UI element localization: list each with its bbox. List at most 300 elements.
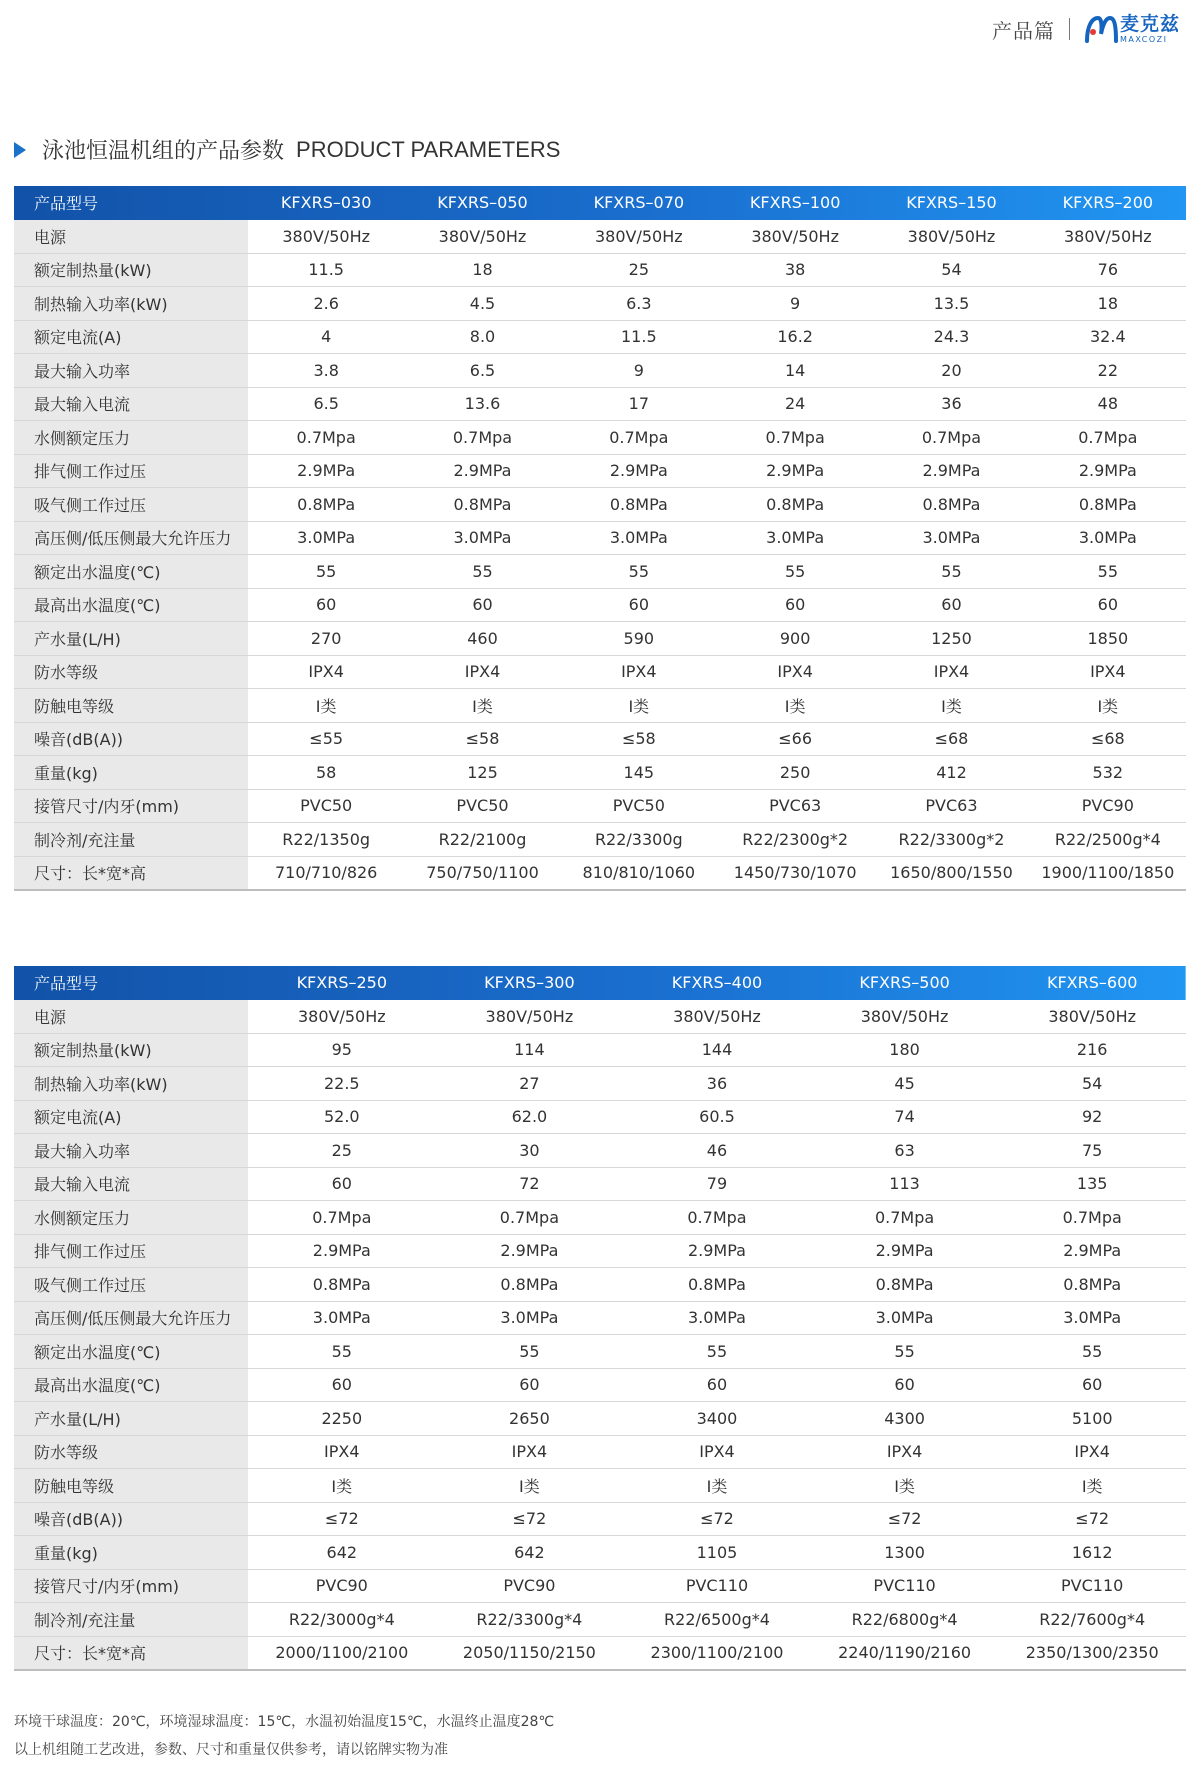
parameter-value: R22/6800g*4: [811, 1603, 999, 1637]
parameter-value: I类: [404, 689, 560, 723]
table-row: [14, 1603, 1186, 1637]
table-row: [14, 789, 1186, 823]
table-row: [14, 588, 1186, 622]
table-row: [14, 1536, 1186, 1570]
parameter-value: 460: [404, 622, 560, 656]
parameter-label: 高压侧/低压侧最大允许压力: [14, 521, 248, 555]
parameter-value: 2.9MPa: [404, 454, 560, 488]
parameter-value: 25: [248, 1134, 436, 1168]
parameter-value: ≤68: [873, 722, 1029, 756]
parameter-value: 27: [436, 1067, 624, 1101]
model-header: KFXRS–300: [484, 973, 575, 993]
parameter-value: 0.7Mpa: [873, 421, 1029, 455]
table-row: [14, 689, 1186, 723]
parameter-value: PVC63: [873, 789, 1029, 823]
parameter-value: 58: [248, 756, 404, 790]
parameter-value: 0.8MPa: [1030, 488, 1186, 522]
parameter-label: 产水量(L/H): [14, 1402, 248, 1436]
parameter-value: 3.0MPa: [873, 521, 1029, 555]
parameter-value: 74: [811, 1100, 999, 1134]
parameter-value: 55: [248, 1335, 436, 1369]
parameter-value: PVC63: [717, 789, 873, 823]
parameter-value: R22/3000g*4: [248, 1603, 436, 1637]
table-row: [14, 1335, 1186, 1369]
model-header: KFXRS–400: [671, 973, 763, 993]
parameter-value: 0.7Mpa: [998, 1201, 1186, 1235]
parameter-value: 380V/50Hz: [404, 220, 560, 254]
table-row: [14, 1435, 1186, 1469]
parameter-value: 145: [561, 756, 717, 790]
parameter-value: 1450/730/1070: [717, 856, 873, 890]
parameter-value: 590: [561, 622, 717, 656]
table-row: [14, 1033, 1186, 1067]
parameter-value: 4: [248, 320, 404, 354]
parameter-value: 14: [717, 354, 873, 388]
parameter-value: 55: [717, 555, 873, 589]
parameter-value: 216: [998, 1033, 1186, 1067]
table-row: [14, 1469, 1186, 1503]
table-row: [14, 622, 1186, 656]
parameter-value: 60: [404, 588, 560, 622]
parameter-value: 380V/50Hz: [248, 1000, 436, 1034]
title-en: PRODUCT PARAMETERS: [296, 136, 561, 162]
parameter-value: 0.7Mpa: [248, 421, 404, 455]
parameter-value: 24.3: [873, 320, 1029, 354]
parameter-value: 1250: [873, 622, 1029, 656]
parameter-label: 电源: [14, 220, 248, 254]
table-row: [14, 1100, 1186, 1134]
parameter-value: 38: [717, 253, 873, 287]
parameter-value: 0.8MPa: [436, 1268, 624, 1302]
parameter-value: 54: [873, 253, 1029, 287]
parameter-value: 60: [1030, 588, 1186, 622]
parameter-label: 排气侧工作过压: [14, 454, 248, 488]
parameter-value: 60: [998, 1368, 1186, 1402]
model-header: KFXRS–200: [1062, 193, 1154, 213]
parameter-value: 55: [436, 1335, 624, 1369]
parameter-value: 60: [811, 1368, 999, 1402]
parameter-value: 113: [811, 1167, 999, 1201]
table-row: [14, 1234, 1186, 1268]
parameter-value: 5100: [998, 1402, 1186, 1436]
parameter-value: I类: [248, 1469, 436, 1503]
parameter-value: 750/750/1100: [404, 856, 560, 890]
parameter-value: ≤58: [404, 722, 560, 756]
parameter-value: 8.0: [404, 320, 560, 354]
parameter-value: 0.8MPa: [873, 488, 1029, 522]
parameter-value: 46: [623, 1134, 811, 1168]
parameter-value: 55: [561, 555, 717, 589]
parameter-value: 60: [248, 1368, 436, 1402]
parameter-value: 2.9MPa: [873, 454, 1029, 488]
parameter-value: 0.8MPa: [623, 1268, 811, 1302]
parameter-value: 2250: [248, 1402, 436, 1436]
parameter-value: 2650: [436, 1402, 624, 1436]
parameter-value: ≤55: [248, 722, 404, 756]
parameter-value: 900: [717, 622, 873, 656]
parameter-value: 2.9MPa: [1030, 454, 1186, 488]
parameter-value: ≤66: [717, 722, 873, 756]
parameter-value: 810/810/1060: [561, 856, 717, 890]
parameter-value: 60: [436, 1368, 624, 1402]
parameter-value: 60: [717, 588, 873, 622]
parameter-value: IPX4: [717, 655, 873, 689]
parameter-value: 0.8MPa: [998, 1268, 1186, 1302]
parameter-value: 25: [561, 253, 717, 287]
parameter-value: 0.8MPa: [248, 488, 404, 522]
parameter-value: 380V/50Hz: [623, 1000, 811, 1034]
parameter-label: 接管尺寸/内牙(mm): [14, 1569, 248, 1603]
parameter-value: R22/3300g*2: [873, 823, 1029, 857]
parameter-value: 380V/50Hz: [811, 1000, 999, 1034]
parameter-value: 20: [873, 354, 1029, 388]
parameter-value: 2000/1100/2100: [248, 1636, 436, 1670]
table-row: [14, 454, 1186, 488]
parameter-table-1: [14, 186, 1186, 891]
parameter-label: 最大输入功率: [14, 1134, 248, 1168]
parameter-value: 55: [248, 555, 404, 589]
parameter-value: 0.7Mpa: [623, 1201, 811, 1235]
parameter-label: 额定电流(A): [14, 320, 248, 354]
parameter-label: 高压侧/低压侧最大允许压力: [14, 1301, 248, 1335]
parameter-value: I类: [873, 689, 1029, 723]
parameter-value: R22/2500g*4: [1030, 823, 1186, 857]
section-title: [14, 134, 560, 165]
parameter-value: ≤72: [998, 1502, 1186, 1536]
parameter-value: 9: [717, 287, 873, 321]
parameter-label: 吸气侧工作过压: [14, 488, 248, 522]
parameter-value: 2350/1300/2350: [998, 1636, 1186, 1670]
parameter-value: R22/3300g: [561, 823, 717, 857]
parameter-value: 1300: [811, 1536, 999, 1570]
table-row: [14, 1402, 1186, 1436]
parameter-value: 1900/1100/1850: [1030, 856, 1186, 890]
parameter-value: 0.8MPa: [248, 1268, 436, 1302]
parameter-value: I类: [248, 689, 404, 723]
table-row: [14, 320, 1186, 354]
parameter-value: 54: [998, 1067, 1186, 1101]
parameter-value: PVC90: [436, 1569, 624, 1603]
parameter-value: 63: [811, 1134, 999, 1168]
parameter-value: I类: [717, 689, 873, 723]
parameter-value: 32.4: [1030, 320, 1186, 354]
parameter-value: 380V/50Hz: [717, 220, 873, 254]
parameter-value: PVC50: [561, 789, 717, 823]
brand-m-icon: [1084, 14, 1118, 44]
parameter-label: 防水等级: [14, 1435, 248, 1469]
parameter-value: PVC110: [811, 1569, 999, 1603]
parameter-value: PVC50: [248, 789, 404, 823]
parameter-value: 1850: [1030, 622, 1186, 656]
parameter-value: IPX4: [404, 655, 560, 689]
table-row: [14, 220, 1186, 254]
parameter-value: IPX4: [1030, 655, 1186, 689]
parameter-value: 3.8: [248, 354, 404, 388]
parameter-value: 380V/50Hz: [436, 1000, 624, 1034]
table-row: [14, 387, 1186, 421]
parameter-value: 380V/50Hz: [248, 220, 404, 254]
parameter-value: 6.5: [404, 354, 560, 388]
table-row: [14, 1000, 1186, 1034]
parameter-value: 270: [248, 622, 404, 656]
parameter-label: 制冷剂/充注量: [14, 1603, 248, 1637]
parameter-value: PVC50: [404, 789, 560, 823]
parameter-value: 0.7Mpa: [1030, 421, 1186, 455]
parameter-value: ≤68: [1030, 722, 1186, 756]
parameter-value: R22/6500g*4: [623, 1603, 811, 1637]
table-row: [14, 1067, 1186, 1101]
parameter-value: ≤72: [623, 1502, 811, 1536]
parameter-value: 55: [998, 1335, 1186, 1369]
parameter-value: ≤58: [561, 722, 717, 756]
table-header-row: [14, 966, 1186, 1000]
parameter-value: 2300/1100/2100: [623, 1636, 811, 1670]
parameter-value: 45: [811, 1067, 999, 1101]
play-triangle-icon: [14, 142, 26, 158]
parameter-value: 412: [873, 756, 1029, 790]
parameter-label: 额定制热量(kW): [14, 1033, 248, 1067]
parameter-value: 2.9MPa: [811, 1234, 999, 1268]
table-row: [14, 856, 1186, 890]
parameter-value: 3400: [623, 1402, 811, 1436]
parameter-value: 22: [1030, 354, 1186, 388]
parameter-value: ≤72: [436, 1502, 624, 1536]
parameter-value: 2.9MPa: [717, 454, 873, 488]
parameter-value: 18: [1030, 287, 1186, 321]
table-row: [14, 1134, 1186, 1168]
parameter-value: 2.9MPa: [436, 1234, 624, 1268]
table-header-row: [14, 186, 1186, 220]
parameter-value: 13.6: [404, 387, 560, 421]
parameter-value: 48: [1030, 387, 1186, 421]
parameter-value: 95: [248, 1033, 436, 1067]
brand-logo: [1084, 14, 1180, 44]
parameter-value: 92: [998, 1100, 1186, 1134]
table-row: [14, 287, 1186, 321]
parameter-label: 排气侧工作过压: [14, 1234, 248, 1268]
parameter-label: 噪音(dB(A)): [14, 722, 248, 756]
parameter-value: 3.0MPa: [404, 521, 560, 555]
parameter-value: R22/7600g*4: [998, 1603, 1186, 1637]
parameter-value: IPX4: [811, 1435, 999, 1469]
parameter-value: 76: [1030, 253, 1186, 287]
parameter-value: 75: [998, 1134, 1186, 1168]
parameter-value: 114: [436, 1033, 624, 1067]
parameter-value: 60: [248, 588, 404, 622]
parameter-value: 3.0MPa: [561, 521, 717, 555]
table-row: [14, 1301, 1186, 1335]
parameter-value: IPX4: [623, 1435, 811, 1469]
parameter-label: 电源: [14, 1000, 248, 1034]
parameter-value: 2.9MPa: [248, 1234, 436, 1268]
table-row: [14, 1167, 1186, 1201]
parameter-label: 防触电等级: [14, 689, 248, 723]
parameter-value: 11.5: [248, 253, 404, 287]
parameter-value: 9: [561, 354, 717, 388]
model-header: KFXRS–070: [593, 193, 685, 213]
parameter-value: 180: [811, 1033, 999, 1067]
footnotes: [14, 1708, 554, 1764]
table-row: [14, 354, 1186, 388]
parameter-table-2: [14, 966, 1186, 1671]
table-row: [14, 253, 1186, 287]
parameter-value: ≤72: [248, 1502, 436, 1536]
parameter-value: I类: [561, 689, 717, 723]
parameter-label: 产水量(L/H): [14, 622, 248, 656]
parameter-value: 3.0MPa: [811, 1301, 999, 1335]
parameter-value: IPX4: [436, 1435, 624, 1469]
parameter-value: PVC110: [623, 1569, 811, 1603]
parameter-value: 380V/50Hz: [873, 220, 1029, 254]
model-header: KFXRS–250: [296, 973, 388, 993]
model-header: KFXRS–150: [906, 193, 997, 213]
parameter-value: 3.0MPa: [248, 521, 404, 555]
section-label: 产品篇: [991, 18, 1055, 43]
model-header: KFXRS–100: [749, 193, 841, 213]
parameter-value: 135: [998, 1167, 1186, 1201]
parameter-value: 60: [873, 588, 1029, 622]
model-header: KFXRS–600: [1046, 973, 1138, 993]
title-cn: 泳池恒温机组的产品参数: [42, 139, 285, 164]
parameter-value: 79: [623, 1167, 811, 1201]
parameter-value: 380V/50Hz: [998, 1000, 1186, 1034]
parameter-label: 尺寸：长*宽*高: [14, 856, 248, 890]
parameter-value: 60.5: [623, 1100, 811, 1134]
parameter-value: 55: [623, 1335, 811, 1369]
parameter-value: 3.0MPa: [623, 1301, 811, 1335]
parameter-value: 1650/800/1550: [873, 856, 1029, 890]
parameter-value: 3.0MPa: [1030, 521, 1186, 555]
parameter-label: 水侧额定压力: [14, 421, 248, 455]
parameter-value: 2.9MPa: [248, 454, 404, 488]
model-header: KFXRS–030: [280, 193, 372, 213]
parameter-value: IPX4: [248, 1435, 436, 1469]
table-row: [14, 655, 1186, 689]
parameter-value: 22.5: [248, 1067, 436, 1101]
parameter-label: 尺寸：长*宽*高: [14, 1636, 248, 1670]
brand-name-en: MAXCOZI: [1119, 34, 1168, 44]
parameter-value: I类: [811, 1469, 999, 1503]
parameter-value: I类: [623, 1469, 811, 1503]
parameter-label: 制热输入功率(kW): [14, 1067, 248, 1101]
parameter-label: 最高出水温度(℃): [14, 588, 248, 622]
parameter-value: I类: [998, 1469, 1186, 1503]
parameter-value: 55: [1030, 555, 1186, 589]
parameter-label: 额定制热量(kW): [14, 253, 248, 287]
page-header: [992, 14, 1180, 44]
parameter-value: 17: [561, 387, 717, 421]
parameter-value: R22/2300g*2: [717, 823, 873, 857]
footnote-disclaimer: 以上机组随工艺改进，参数、尺寸和重量仅供参考，请以铭牌实物为准: [14, 1742, 448, 1758]
table-row: [14, 488, 1186, 522]
parameter-value: 18: [404, 253, 560, 287]
header-divider: [1069, 18, 1070, 40]
table-row: [14, 823, 1186, 857]
table-row: [14, 1569, 1186, 1603]
footnote-conditions: 环境干球温度：20℃，环境湿球温度：15℃，水温初始温度15℃，水温终止温度28℃: [14, 1714, 555, 1730]
parameter-value: 55: [404, 555, 560, 589]
parameter-value: PVC90: [1030, 789, 1186, 823]
parameter-value: 0.7Mpa: [561, 421, 717, 455]
parameter-value: 0.7Mpa: [811, 1201, 999, 1235]
parameter-value: IPX4: [561, 655, 717, 689]
parameter-label: 制热输入功率(kW): [14, 287, 248, 321]
table-row: [14, 1268, 1186, 1302]
parameter-label: 额定出水温度(℃): [14, 1335, 248, 1369]
parameter-value: 11.5: [561, 320, 717, 354]
parameter-value: IPX4: [873, 655, 1029, 689]
parameter-value: IPX4: [248, 655, 404, 689]
parameter-value: 36: [623, 1067, 811, 1101]
table-row: [14, 521, 1186, 555]
parameter-value: 6.5: [248, 387, 404, 421]
parameter-value: 16.2: [717, 320, 873, 354]
parameter-label: 制冷剂/充注量: [14, 823, 248, 857]
parameter-label: 额定电流(A): [14, 1100, 248, 1134]
parameter-value: I类: [436, 1469, 624, 1503]
parameter-value: 6.3: [561, 287, 717, 321]
parameter-value: 0.7Mpa: [436, 1201, 624, 1235]
parameter-label: 额定出水温度(℃): [14, 555, 248, 589]
parameter-label: 重量(kg): [14, 756, 248, 790]
table-row: [14, 555, 1186, 589]
table-row: [14, 1201, 1186, 1235]
parameter-value: 1105: [623, 1536, 811, 1570]
parameter-label: 最大输入功率: [14, 354, 248, 388]
parameter-label: 吸气侧工作过压: [14, 1268, 248, 1302]
parameter-value: 0.8MPa: [404, 488, 560, 522]
parameter-value: 36: [873, 387, 1029, 421]
parameter-value: 0.7Mpa: [717, 421, 873, 455]
parameter-value: 3.0MPa: [436, 1301, 624, 1335]
parameter-value: 642: [436, 1536, 624, 1570]
parameter-value: 3.0MPa: [998, 1301, 1186, 1335]
parameter-value: 0.8MPa: [717, 488, 873, 522]
parameter-value: 52.0: [248, 1100, 436, 1134]
parameter-value: 3.0MPa: [717, 521, 873, 555]
parameter-value: PVC110: [998, 1569, 1186, 1603]
parameter-value: 0.7Mpa: [404, 421, 560, 455]
parameter-value: 3.0MPa: [248, 1301, 436, 1335]
parameter-value: 2050/1150/2150: [436, 1636, 624, 1670]
table-row: [14, 1368, 1186, 1402]
parameter-label: 最高出水温度(℃): [14, 1368, 248, 1402]
parameter-value: 72: [436, 1167, 624, 1201]
parameter-value: 0.7Mpa: [248, 1201, 436, 1235]
brand-name-cn: 麦克兹: [1119, 12, 1180, 35]
parameter-value: 144: [623, 1033, 811, 1067]
parameter-value: 125: [404, 756, 560, 790]
parameter-value: 55: [873, 555, 1029, 589]
parameter-value: 2.9MPa: [623, 1234, 811, 1268]
parameter-value: 0.8MPa: [561, 488, 717, 522]
parameter-value: 532: [1030, 756, 1186, 790]
parameter-label: 防触电等级: [14, 1469, 248, 1503]
parameter-value: R22/2100g: [404, 823, 560, 857]
table-row: [14, 1502, 1186, 1536]
parameter-label: 接管尺寸/内牙(mm): [14, 789, 248, 823]
parameter-value: 2.6: [248, 287, 404, 321]
parameter-value: I类: [1030, 689, 1186, 723]
parameter-value: PVC90: [248, 1569, 436, 1603]
parameter-value: 250: [717, 756, 873, 790]
parameter-value: 1612: [998, 1536, 1186, 1570]
parameter-value: IPX4: [998, 1435, 1186, 1469]
parameter-value: 62.0: [436, 1100, 624, 1134]
parameter-value: ≤72: [811, 1502, 999, 1536]
header-label: 产品型号: [34, 974, 99, 994]
model-header: KFXRS–500: [859, 973, 950, 993]
